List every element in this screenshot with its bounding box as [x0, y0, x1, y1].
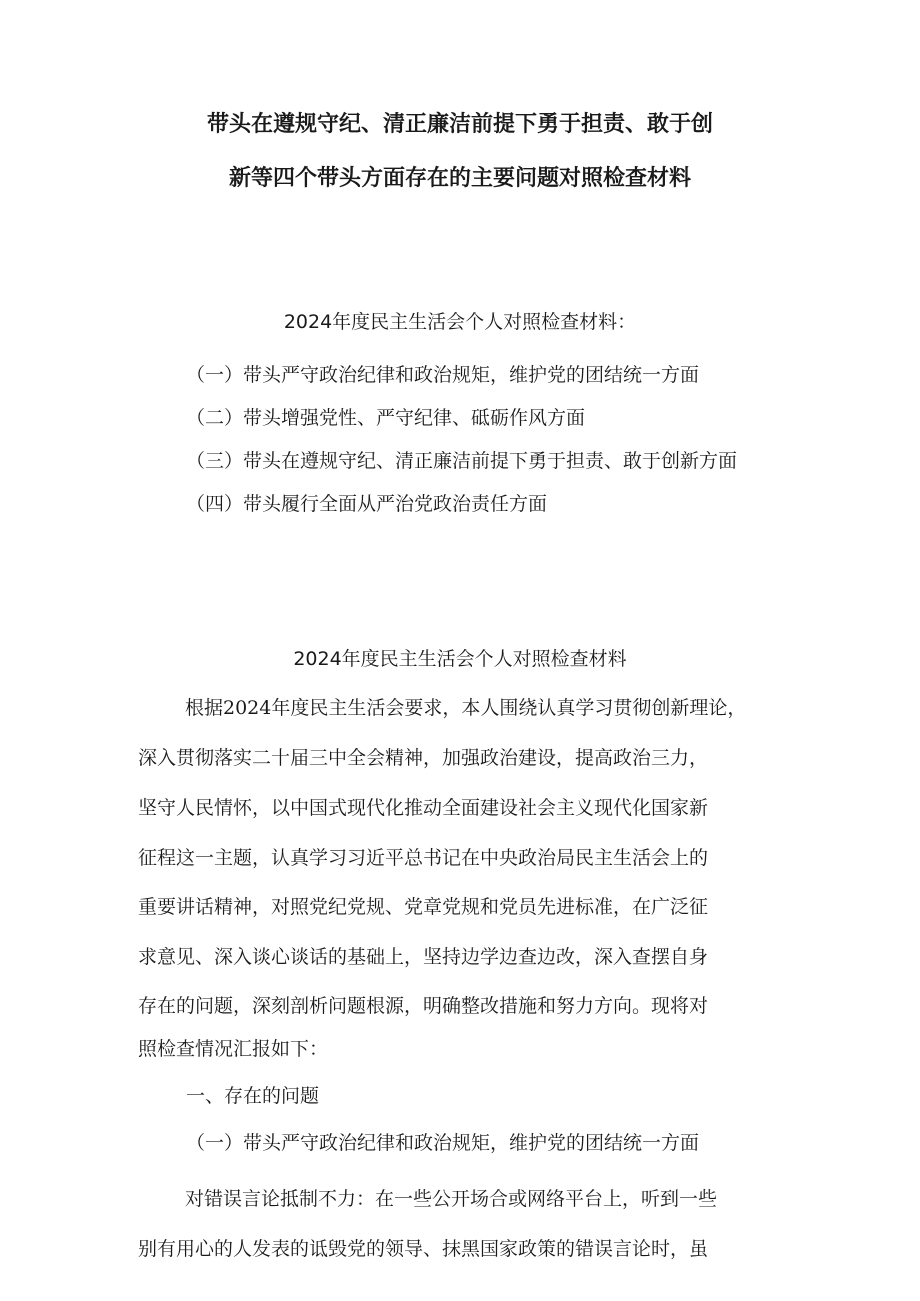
intro-line: 坚守人民情怀，以中国式现代化推动全面建设社会主义现代化国家新	[138, 797, 709, 819]
subheading-1: （一）带头严守政治纪律和政治规矩，维护党的团结统一方面	[186, 1132, 700, 1154]
intro-line: 求意见、深入谈心谈话的基础上，坚持边学边查边改，深入查摆自身	[138, 946, 709, 968]
document-title-line-1: 带头在遵规守纪、清正廉洁前提下勇于担责、敢于创	[206, 112, 713, 137]
toc-item-2: （二）带头增强党性、严守纪律、砥砺作风方面	[186, 407, 586, 429]
document-title-line-2: 新等四个带头方面存在的主要问题对照检查材料	[228, 166, 691, 191]
paragraph-line: 别有用心的人发表的诋毁党的领导、抹黑国家政策的错误言论时，虽	[138, 1238, 709, 1260]
toc-item-1: （一）带头严守政治纪律和政治规矩，维护党的团结统一方面	[186, 364, 700, 386]
intro-line: 重要讲话精神，对照党纪党规、党章党规和党员先进标准，在广泛征	[138, 896, 709, 918]
intro-line: 深入贯彻落实二十届三中全会精神，加强政治建设，提高政治三力，	[138, 747, 709, 769]
toc-heading: 2024年度民主生活会个人对照检查材料：	[283, 311, 637, 333]
heading-existing-problems: 一、存在的问题	[186, 1085, 320, 1107]
section-title: 2024年度民主生活会个人对照检查材料	[293, 648, 627, 670]
paragraph-line: 对错误言论抵制不力：在一些公开场合或网络平台上，听到一些	[185, 1188, 718, 1210]
intro-line: 存在的问题，深刻剖析问题根源，明确整改措施和努力方向。现将对	[138, 995, 709, 1017]
toc-item-4: （四）带头履行全面从严治党政治责任方面	[186, 493, 548, 515]
intro-line: 照检查情况汇报如下：	[138, 1038, 329, 1060]
intro-line: 根据2024年度民主生活会要求，本人围绕认真学习贯彻创新理论，	[185, 697, 747, 719]
intro-line: 征程这一主题，认真学习习近平总书记在中央政治局民主生活会上的	[138, 847, 709, 869]
toc-item-3: （三）带头在遵规守纪、清正廉洁前提下勇于担责、敢于创新方面	[186, 450, 738, 472]
